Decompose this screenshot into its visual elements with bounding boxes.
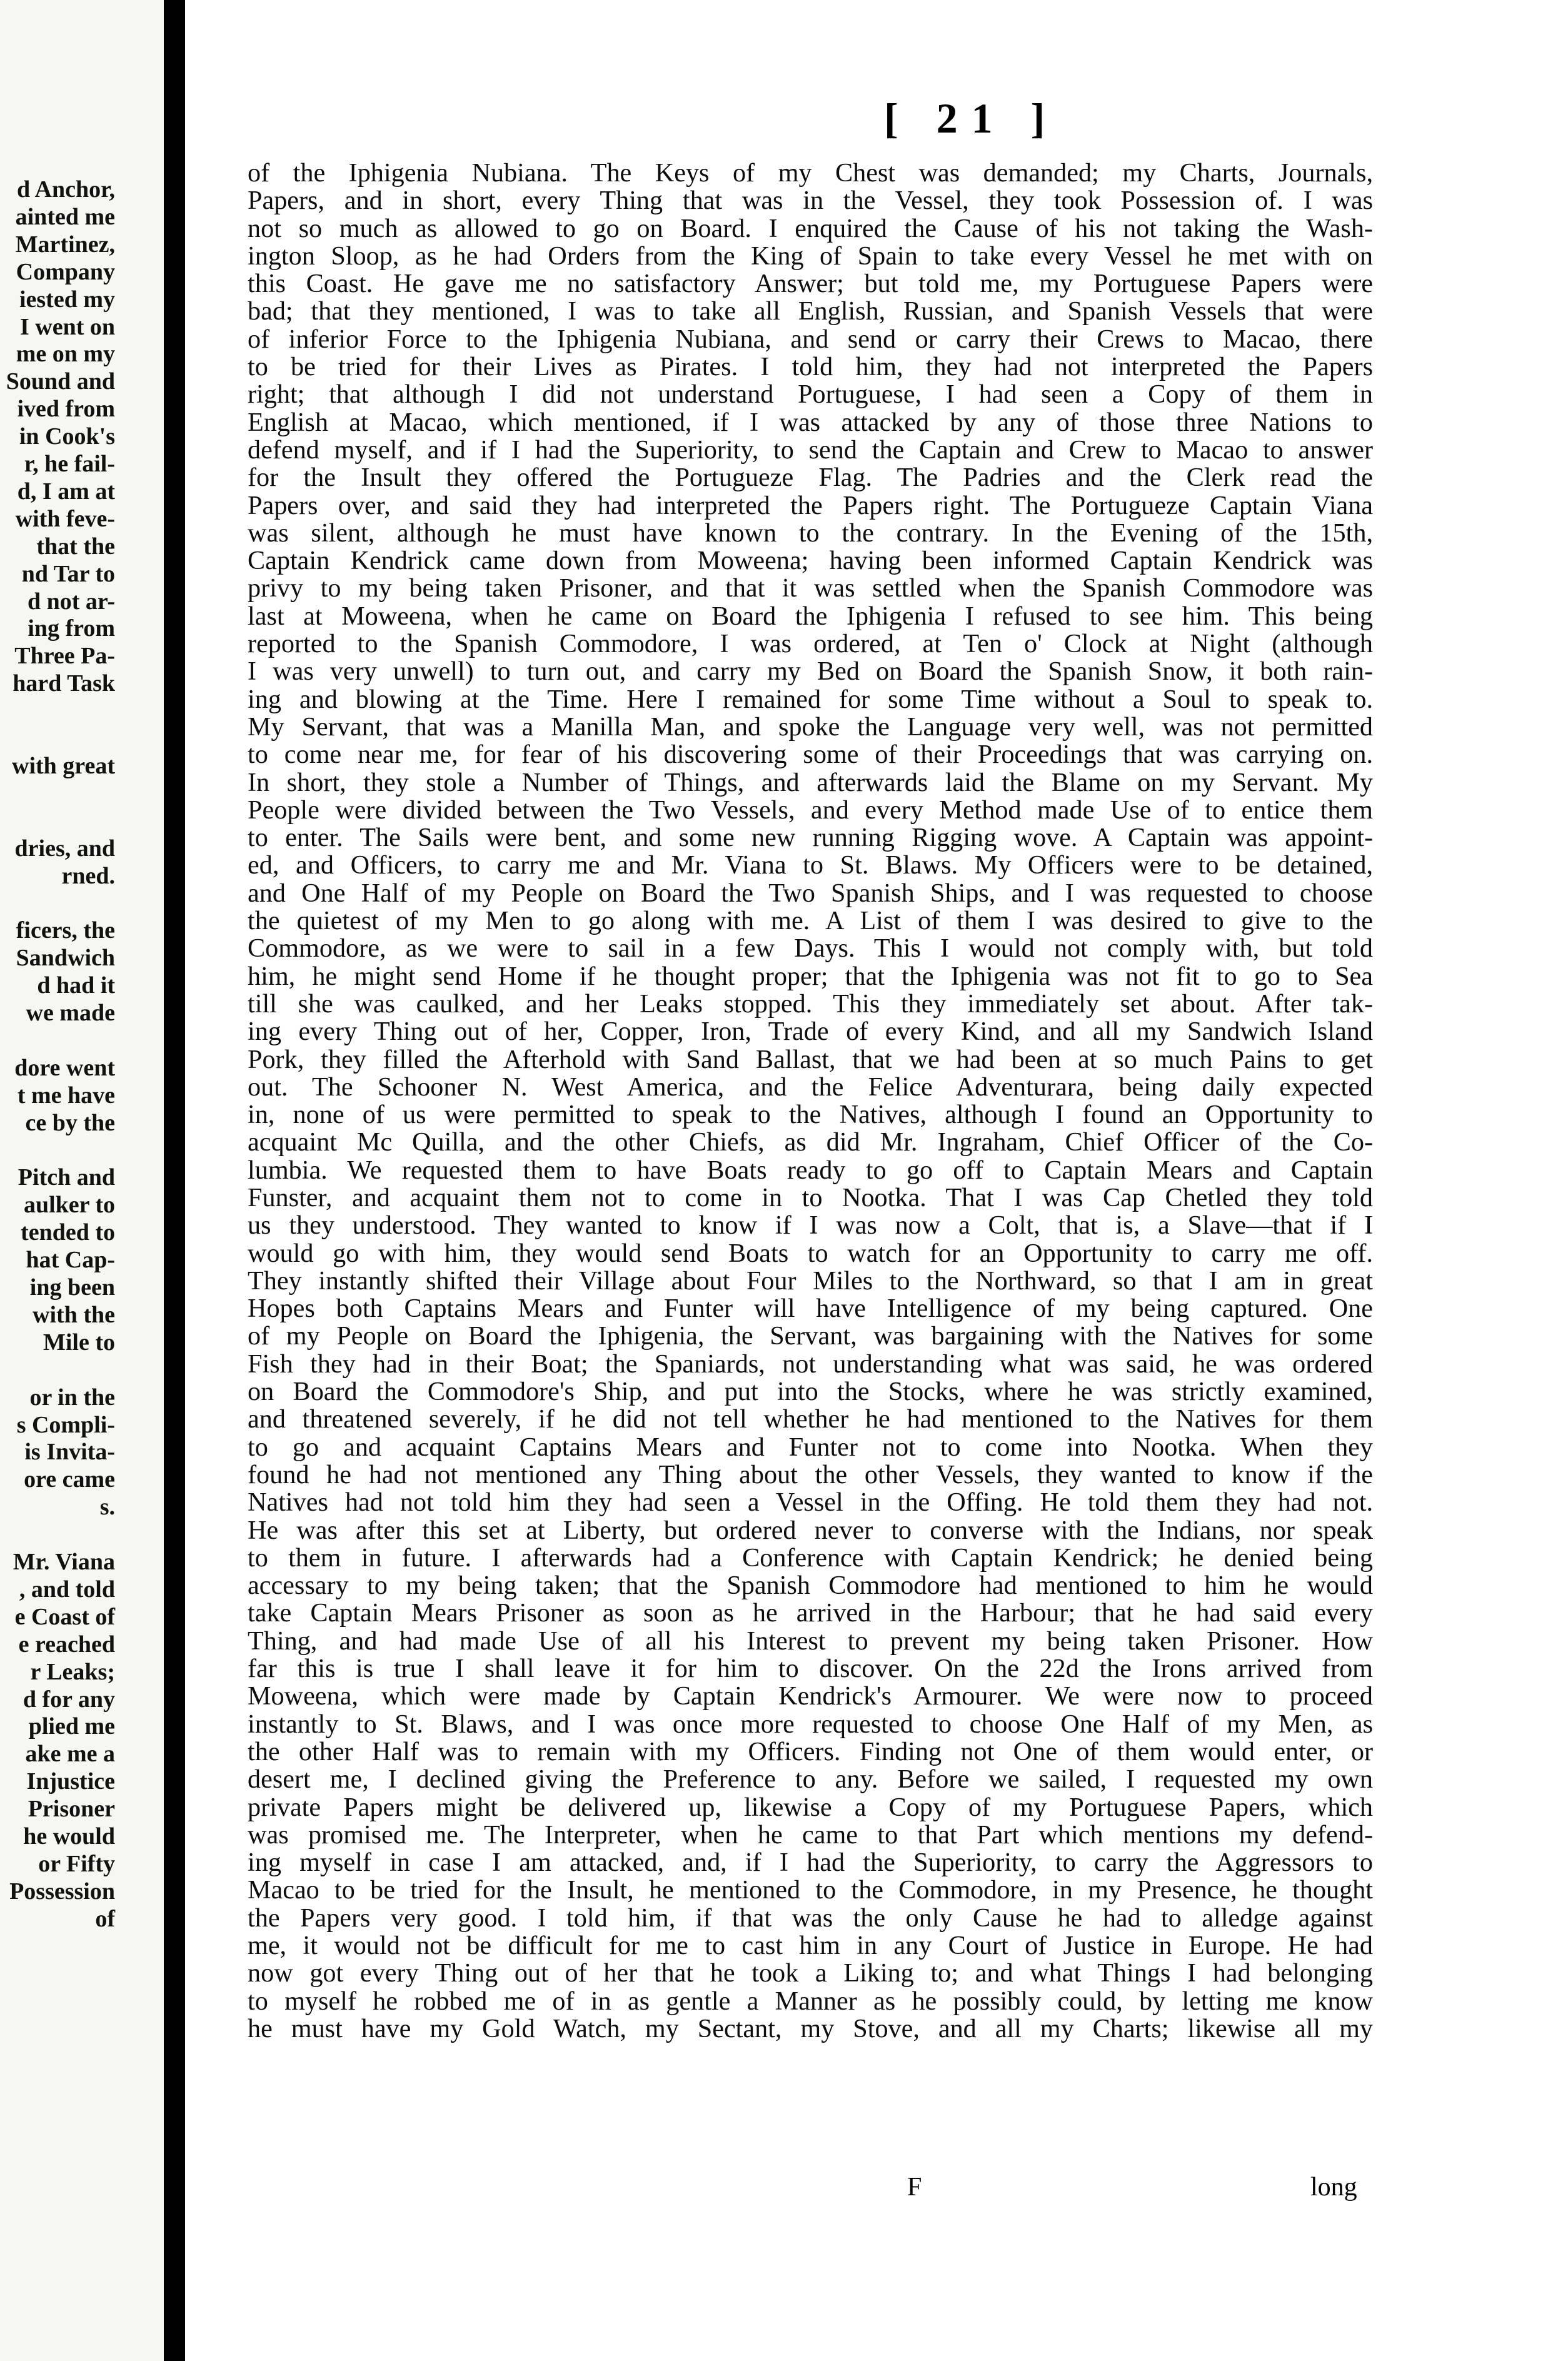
left-page-line: Possession <box>9 1878 115 1905</box>
text-line: would go with him, they would send Boats to watch for an Opportunity to carry me off. <box>248 1239 1373 1267</box>
text-line: the quietest of my Men to go along with me. A List of them I was desired to give to the <box>248 907 1373 935</box>
text-line: acquaint Mc Quilla, and the other Chiefs, as did Mr. Ingraham, Chief Officer of the Co- <box>248 1129 1373 1157</box>
left-page-line: or in the <box>29 1384 115 1411</box>
left-page-line: d for any <box>23 1686 115 1713</box>
text-line: the other Half was to remain with my Officers. Finding not One of them would enter, or <box>248 1738 1373 1766</box>
text-line: Papers over, and said they had interpreted the Papers right. The Portugueze Captain Viana <box>248 491 1373 520</box>
left-page-line: me on my <box>16 341 115 368</box>
text-line: reported to the Spanish Commodore, I was ordered, at Ten o' Clock at Night (although <box>248 630 1373 658</box>
text-line: Fish they had in their Boat; the Spaniards, not understanding what was said, he was ordered <box>248 1350 1373 1379</box>
text-line: and threatened severely, if he did not tell whether he had mentioned to the Natives for them <box>248 1406 1373 1434</box>
left-page-line: Martinez, <box>15 231 115 258</box>
left-page-line: r, he fail- <box>24 451 115 477</box>
left-page-line: e reached <box>18 1631 115 1658</box>
catchword: long <box>1310 2173 1357 2202</box>
text-line: I was very unwell) to turn out, and carry my Bed on Board the Spanish Snow, it both rain- <box>248 658 1373 686</box>
text-line: of the Iphigenia Nubiana. The Keys of my Chest was demanded; my Charts, Journals, <box>248 159 1373 188</box>
left-page-line: t me have <box>17 1082 115 1109</box>
text-line: to come near me, for fear of his discovering some of their Proceedings that was carrying on. <box>248 741 1373 769</box>
text-line: My Servant, that was a Manilla Man, and spoke the Language very well, was not permitted <box>248 713 1373 742</box>
text-line: not so much as allowed to go on Board. I enquired the Cause of his not taking the Wash- <box>248 214 1373 243</box>
signature-mark: F <box>907 2173 922 2202</box>
left-page-line: e Coast of <box>14 1603 115 1630</box>
text-line: was promised me. The Interpreter, when he came to that Part which mentions my defend- <box>248 1821 1373 1850</box>
text-line: He was after this set at Liberty, but ordered never to converse with the Indians, nor speak <box>248 1516 1373 1544</box>
text-line: the Papers very good. I told him, if that was the only Cause he had to alledge against <box>248 1904 1373 1932</box>
left-page-line: ake me a <box>25 1741 115 1768</box>
text-line: this Coast. He gave me no satisfactory Answer; but told me, my Portuguese Papers were <box>248 270 1373 298</box>
left-page-line: Pitch and <box>18 1164 115 1191</box>
left-page-line: d not ar- <box>27 588 115 615</box>
text-line: Natives had not told him they had seen a Vessel in the Offing. He told them they had not. <box>248 1489 1373 1517</box>
left-page-line: iested my <box>19 286 115 313</box>
text-line: was silent, although he must have known to the contrary. In the Evening of the 15th, <box>248 519 1373 548</box>
book-gutter <box>164 0 185 2361</box>
text-line: ing myself in case I am attacked, and, if I had the Superiority, to carry the Aggressors to <box>248 1849 1373 1877</box>
text-line: to myself he robbed me of in as gentle a Manner as he possibly could, by letting me know <box>248 1987 1373 2015</box>
left-page-line: ficers, the <box>16 917 115 944</box>
text-line: now got every Thing out of her that he took a Liking to; and what Things I had belonging <box>248 1960 1373 1988</box>
left-page-line: ore came <box>24 1466 115 1493</box>
left-page-line: he would <box>23 1823 115 1850</box>
left-page-line: d had it <box>37 972 115 999</box>
left-page-line: Company <box>16 258 115 285</box>
text-line: to go and acquaint Captains Mears and Funter not to come into Nootka. When they <box>248 1433 1373 1461</box>
left-page-line: Prisoner <box>28 1796 115 1823</box>
left-page-line: nd Tar to <box>21 560 115 587</box>
left-page-line: aulker to <box>23 1192 115 1219</box>
text-line: of my People on Board the Iphigenia, the Servant, was bargaining with the Natives for some <box>248 1322 1373 1351</box>
text-line: he must have my Gold Watch, my Sectant, my Stove, and all my Charts; likewise all my <box>248 2015 1373 2043</box>
left-page-line: that the <box>36 533 115 560</box>
text-line: They instantly shifted their Village about Four Miles to the Northward, so that I am in great <box>248 1267 1373 1296</box>
text-line: last at Moweena, when he came on Board the Iphigenia I refused to see him. This being <box>248 602 1373 631</box>
text-line: of inferior Force to the Iphigenia Nubiana, and send or carry their Crews to Macao, there <box>248 325 1373 354</box>
left-page-line: with great <box>12 752 115 779</box>
text-line: Moweena, which were made by Captain Kendrick's Armourer. We were now to proceed <box>248 1683 1373 1711</box>
left-page-line: Sound and <box>6 368 115 395</box>
left-page-line: Mile to <box>43 1329 115 1356</box>
left-page-line: we made <box>26 1000 115 1026</box>
left-page-line: or Fifty <box>38 1850 115 1877</box>
text-line: to them in future. I afterwards had a Conference with Captain Kendrick; he denied being <box>248 1544 1373 1573</box>
left-facing-page <box>0 0 164 2361</box>
page-number: [ 21 ] <box>884 94 1059 142</box>
text-line: him, he might send Home if he thought proper; that the Iphigenia was not fit to go to Sea <box>248 962 1373 990</box>
left-page-line: ived from <box>17 396 115 423</box>
left-page-line: r Leaks; <box>30 1658 115 1685</box>
text-line: Hopes both Captains Mears and Funter will have Intelligence of my being captured. One <box>248 1295 1373 1323</box>
text-line: out. The Schooner N. West America, and the Felice Adventurara, being daily expected <box>248 1073 1373 1102</box>
text-line: and One Half of my People on Board the Two Spanish Ships, and I was requested to choose <box>248 879 1373 908</box>
text-line: Macao to be tried for the Insult, he mentioned to the Commodore, in my Presence, he thought <box>248 1876 1373 1905</box>
text-line: In short, they stole a Number of Things, and afterwards laid the Blame on my Servant. My <box>248 768 1373 797</box>
left-page-line: rned. <box>61 862 115 889</box>
left-page-line: Mr. Viana <box>13 1549 115 1575</box>
text-line: ed, and Officers, to carry me and Mr. Viana to St. Blaws. My Officers were to be detained, <box>248 852 1373 880</box>
text-line: ing and blowing at the Time. Here I remained for some Time without a Soul to speak to. <box>248 685 1373 713</box>
left-page-line: with feve- <box>15 505 115 532</box>
left-page-line: Injustice <box>26 1768 115 1795</box>
text-line: English at Macao, which mentioned, if I was attacked by any of those three Nations to <box>248 408 1373 436</box>
text-line: accessary to my being taken; that the Spanish Commodore had mentioned to him he would <box>248 1572 1373 1600</box>
text-line: to be tried for their Lives as Pirates. I told him, they had not interpreted the Papers <box>248 353 1373 381</box>
text-line: defend myself, and if I had the Superiority, to send the Captain and Crew to Macao to answer <box>248 436 1373 465</box>
text-line: found he had not mentioned any Thing about the other Vessels, they wanted to know if the <box>248 1461 1373 1489</box>
left-page-line: I went on <box>19 313 115 340</box>
left-page-line: d, I am at <box>17 478 115 505</box>
text-line: instantly to St. Blaws, and I was once more requested to choose One Half of my Men, as <box>248 1710 1373 1738</box>
left-page-line: hard Task <box>13 670 115 697</box>
text-line: take Captain Mears Prisoner as soon as he arrived in the Harbour; that he had said every <box>248 1599 1373 1628</box>
left-page-line: is Invita- <box>24 1439 115 1466</box>
text-line: Funster, and acquaint them not to come in to Nootka. That I was Cap Chetled they told <box>248 1184 1373 1212</box>
text-line: on Board the Commodore's Ship, and put into the Stocks, where he was strictly examined, <box>248 1378 1373 1406</box>
left-page-line: ainted me <box>15 203 115 230</box>
text-line: right; that although I did not understand Portuguese, I had seen a Copy of them in <box>248 381 1373 409</box>
text-line: People were divided between the Two Vessels, and every Method made Use of to entice them <box>248 796 1373 825</box>
text-line: Captain Kendrick came down from Moweena; having been informed Captain Kendrick was <box>248 547 1373 575</box>
left-page-line: d Anchor, <box>17 176 115 203</box>
text-line: for the Insult they offered the Portugueze Flag. The Padries and the Clerk read the <box>248 464 1373 492</box>
text-line: till she was caulked, and her Leaks stopped. This they immediately set about. After tak- <box>248 990 1373 1019</box>
text-line: us they understood. They wanted to know if I was now a Colt, that is, a Slave—that if I <box>248 1212 1373 1240</box>
left-page-line: dore went <box>14 1054 115 1081</box>
text-line: ing every Thing out of her, Copper, Iron, Trade of every Kind, and all my Sandwich Island <box>248 1018 1373 1046</box>
text-line: far this is true I shall leave it for him to discover. On the 22d the Irons arrived from <box>248 1655 1373 1683</box>
right-page <box>185 0 1568 2361</box>
text-line: bad; that they mentioned, I was to take all English, Russian, and Spanish Vessels that were <box>248 298 1373 326</box>
text-line: me, it would not be difficult for me to cast him in any Court of Justice in Europe. He had <box>248 1932 1373 1960</box>
left-page-line: of <box>95 1905 115 1932</box>
left-page-line: ce by the <box>25 1109 115 1136</box>
text-line: in, none of us were permitted to speak to the Natives, although I found an Opportunity to <box>248 1101 1373 1129</box>
text-line: ington Sloop, as he had Orders from the King of Spain to take every Vessel he met with on <box>248 242 1373 271</box>
left-page-line: ing been <box>29 1274 115 1301</box>
left-page-line: in Cook's <box>19 423 115 450</box>
left-page-line: s Compli- <box>16 1411 115 1438</box>
body-text <box>248 159 1373 2043</box>
left-page-line: tended to <box>21 1219 115 1246</box>
text-line: desert me, I declined giving the Preference to any. Before we sailed, I requested my own <box>248 1766 1373 1794</box>
text-line: Pork, they filled the Afterhold with Sand Ballast, that we had been at so much Pains to get <box>248 1045 1373 1074</box>
text-line: Thing, and had made Use of all his Interest to prevent my being taken Prisoner. How <box>248 1627 1373 1656</box>
text-line: Papers, and in short, every Thing that was in the Vessel, they took Possession of. I was <box>248 187 1373 215</box>
left-page-line: hat Cap- <box>26 1247 115 1274</box>
text-line: privy to my being taken Prisoner, and that it was settled when the Spanish Commodore was <box>248 575 1373 603</box>
left-page-line: Sandwich <box>16 945 115 972</box>
text-line: private Papers might be delivered up, likewise a Copy of my Portuguese Papers, which <box>248 1793 1373 1821</box>
left-page-line: dries, and <box>14 835 115 862</box>
left-page-line: with the <box>33 1301 115 1328</box>
text-line: Commodore, as we were to sail in a few Days. This I would not comply with, but told <box>248 935 1373 963</box>
left-page-line: s. <box>99 1494 115 1521</box>
text-line: lumbia. We requested them to have Boats ready to go off to Captain Mears and Captain <box>248 1156 1373 1184</box>
left-page-line: , and told <box>19 1576 115 1603</box>
text-line: to enter. The Sails were bent, and some new running Rigging wove. A Captain was appoint- <box>248 824 1373 852</box>
left-page-line: plied me <box>28 1713 115 1740</box>
left-page-line: Three Pa- <box>14 643 115 670</box>
left-page-line: ing from <box>28 615 115 642</box>
